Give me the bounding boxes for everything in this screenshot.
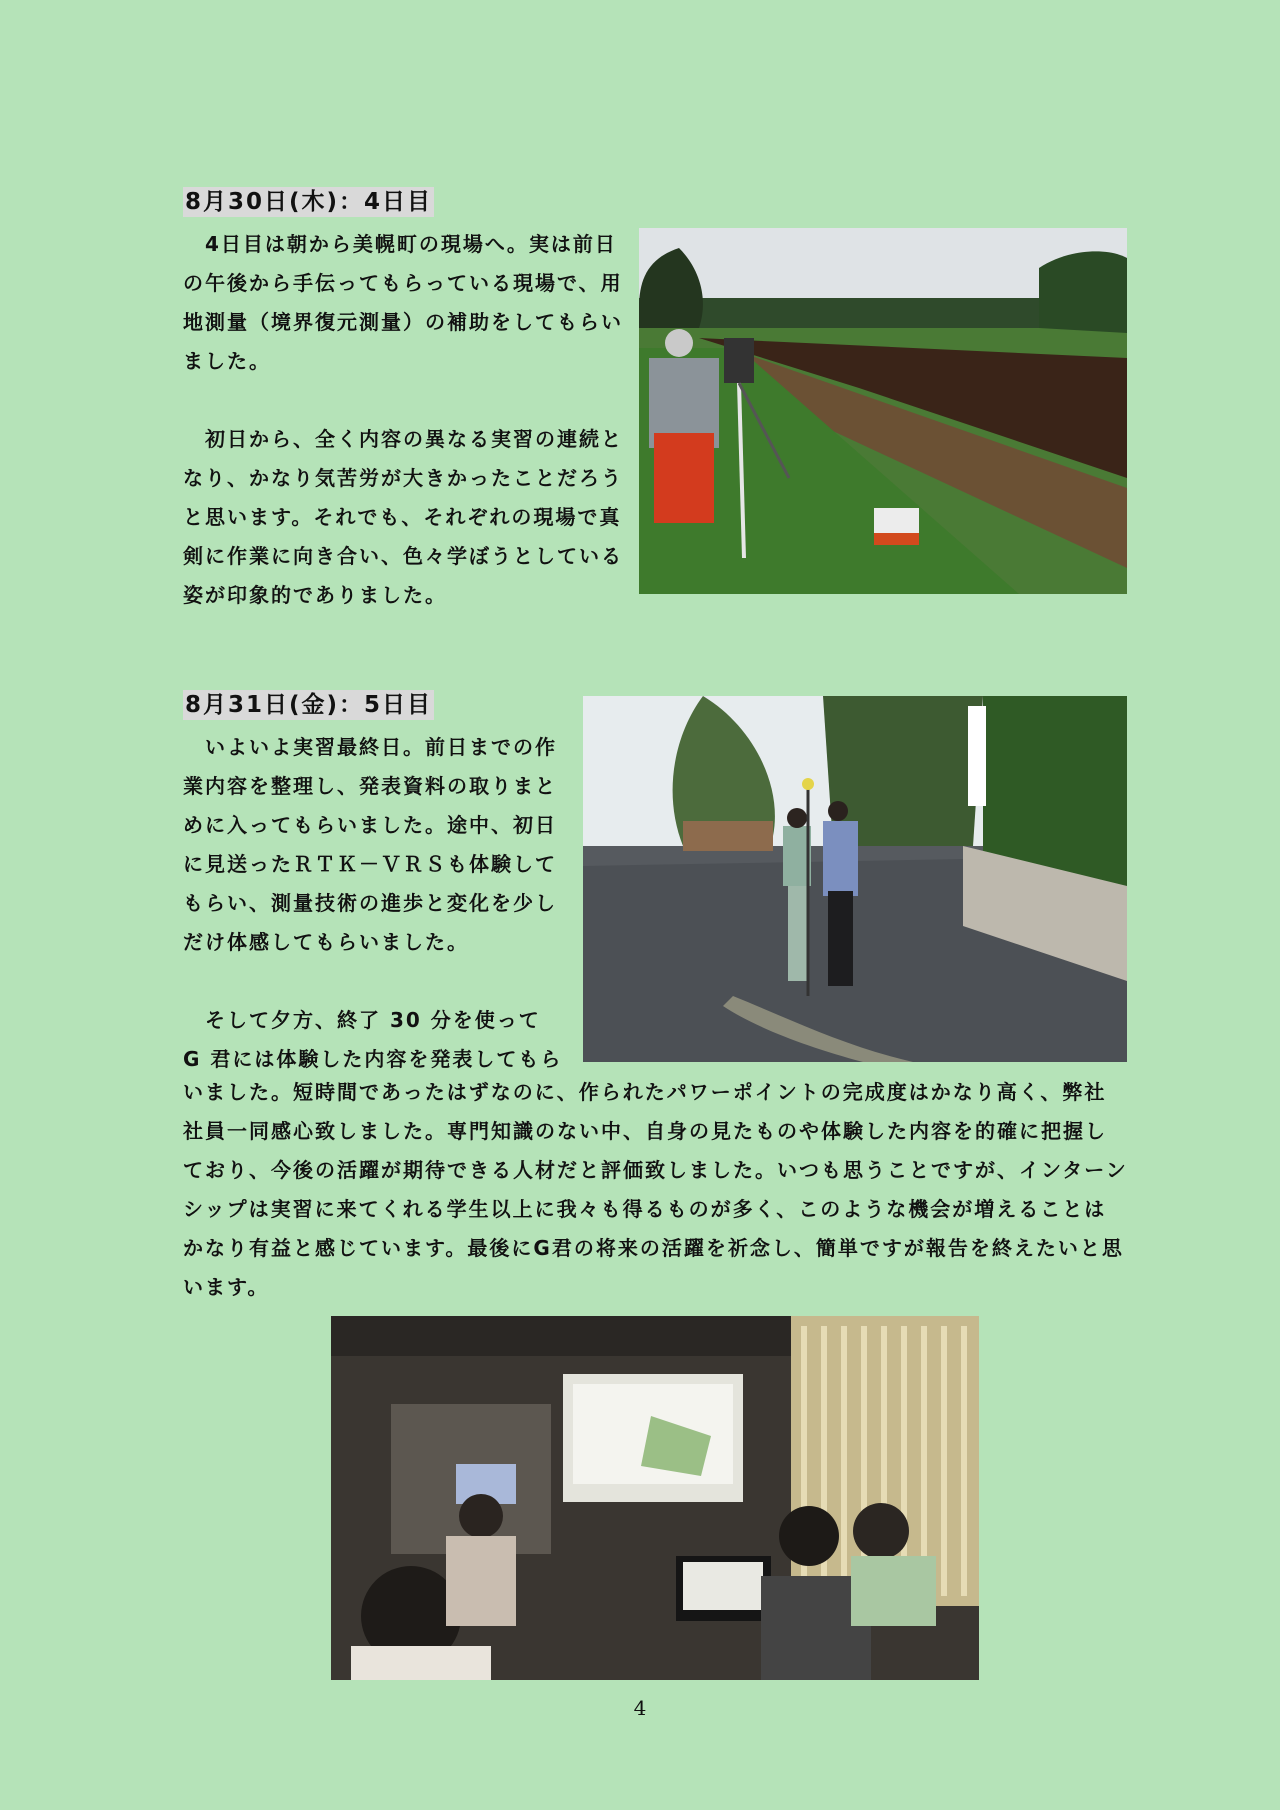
rtk-vrs-photo: [583, 696, 1127, 1062]
section-2-text: [183, 728, 568, 1079]
field-survey-photo: [639, 228, 1127, 594]
section-1-text: [183, 225, 623, 615]
section-1-paragraph-1: 4日目は朝から美幌町の現場へ。実は前日の午後から手伝ってもらっている現場で、用地測量（境界復元測量）の補助をしてもらいました。: [183, 232, 623, 373]
section-1-paragraph-2: 初日から、全く内容の異なる実習の連続となり、かなり気苦労が大きかったことだろうと思います。それでも、それぞれの現場で真剣に作業に向き合い、色々学ぼうとしている姿が印象的でありました。: [183, 427, 623, 607]
section-2-continuation-paragraph: いました。短時間であったはずなのに、作られたパワーポイントの完成度はかなり高く、弊社社員一同感心致しました。専門知識のない中、自身の見たものや体験した内容を的確に把握しており、今後の活躍が期待できる人材だと評価致しました。いつも思うことですが、インターンシップは実習に来てくれる学生以上に我々も得るものが多く、このような機会が増えることはかなり有益と感じています。最後にG君の将来の活躍を祈念し、簡単ですが報告を終えたいと思います。: [183, 1080, 1128, 1299]
section-2-heading: 8月31日(金)：5日目: [185, 692, 433, 718]
section-1-heading: 8月30日(木)：4日目: [185, 189, 433, 215]
section-2-paragraph-2: そして夕方、終了 30 分を使って G 君には体験した内容を発表してもら: [183, 1008, 563, 1071]
page-number: 4: [633, 1696, 647, 1720]
section-2-paragraph-1: いよいよ実習最終日。前日までの作業内容を整理し、発表資料の取りまとめに入ってもらいました。途中、初日に見送ったＲＴＫ－ＶＲＳも体験してもらい、測量技術の進歩と変化を少しだけ体感してもらいました。: [183, 735, 557, 954]
section-2-continuation: [183, 1073, 1128, 1307]
presentation-photo: [331, 1316, 979, 1680]
